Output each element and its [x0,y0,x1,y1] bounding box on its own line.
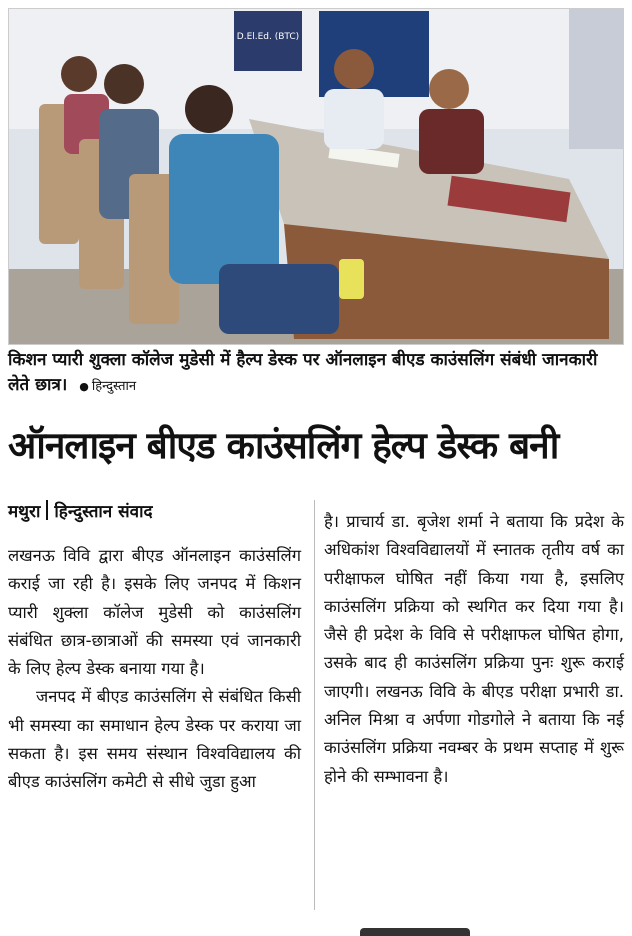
news-photo [8,8,624,345]
poster-text: D.El.Ed. (BTC) [236,32,300,42]
article-paragraph-3: है। प्राचार्य डा. बृजेश शर्मा ने बताया कि प्रदेश के अधिकांश विश्वविद्यालयों में स्नातक तृतीय वर्ष का परीक्षाफल घोषित नहीं किया गया है, इसलिए काउंसलिंग प्रक्रिया को स्थगित कर दिया गया है। जैसे ही प्रदेश के विवि से परीक्षाफल घोषित होगा, उसके बाद ही काउंसलिंग प्रक्रिया पुनः शुरू कराई जाएगी। लखनऊ विवि के बीएड परीक्षा प्रभारी डा. अनिल मिश्रा व अर्पणा गोडगोले ने बताया कि नई काउंसलिंग प्रक्रिया नवम्बर के प्रथम सप्ताह में शुरू होने की सम्भावना है। [324,512,624,786]
column-divider [314,500,315,910]
photo-counseling-desk-image [9,9,623,344]
article-column-right [324,508,624,791]
article-paragraph-1: लखनऊ विवि द्वारा बीएड ऑनलाइन काउंसलिंग कराई जा रही है। इसके लिए जनपद में किशन प्यारी शुक्ला कॉलेज मुडेसी को काउंसलिंग संबंधित छात्र-छात्राओं की समस्या एवं जानकारी के लिए हेल्प डेस्क बनाया गया है। [8,546,301,679]
byline-divider [46,500,48,520]
bullet-dot-icon: ● [79,380,89,393]
article-column-left [8,498,301,797]
byline-place: मथुरा [8,502,41,522]
byline [8,498,301,526]
headline: ऑनलाइन बीएड काउंसलिंग हेल्प डेस्क बनी [8,424,559,467]
byline-source: हिन्दुस्तान संवाद [54,502,153,522]
photo-credit [79,379,136,394]
next-article-fragment [360,928,470,936]
caption-text: किशन प्यारी शुक्ला कॉलेज मुडेसी में हैल्प डेस्क पर ऑनलाइन बीएड काउंसलिंग संबंधी जानकारी लेते छात्र। [8,350,598,395]
article-paragraph-2: जनपद में बीएड काउंसलिंग से संबंधित किसी भी समस्या का समाधान हेल्प डेस्क पर कराया जा सकता है। इस समय संस्थान विश्वविद्यालय की बीएड काउंसलिंग कमेटी से सीधे जुडा हुआ [8,687,301,792]
window [319,11,429,97]
photo-caption [8,348,622,399]
credit-text: हिन्दुस्तान [91,379,137,394]
student-blue-shirt [169,134,279,284]
